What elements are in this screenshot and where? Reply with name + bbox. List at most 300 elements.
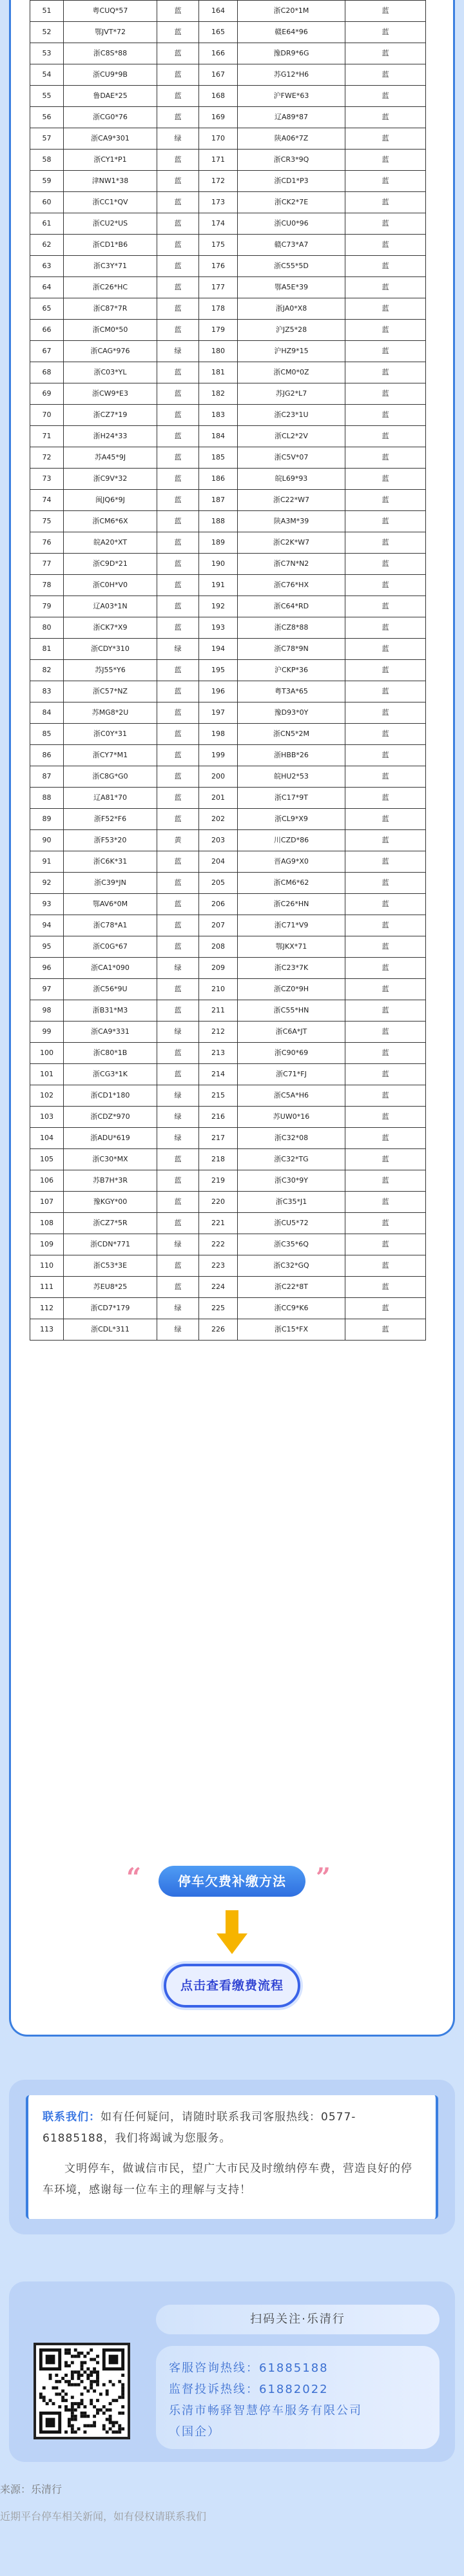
table-row bbox=[30, 575, 426, 596]
table-cell: 171 bbox=[199, 150, 238, 171]
table-cell: 蓝 bbox=[345, 596, 426, 617]
table-row bbox=[30, 383, 426, 405]
table-cell: 蓝 bbox=[345, 766, 426, 788]
table-cell: 蓝 bbox=[157, 320, 199, 341]
table-cell: 浙C57*NZ bbox=[64, 681, 157, 702]
table-cell: 蓝 bbox=[157, 298, 199, 320]
table-cell: 203 bbox=[199, 830, 238, 851]
table-cell: 浙C39*JN bbox=[64, 873, 157, 894]
table-cell: 蓝 bbox=[345, 745, 426, 766]
table-cell: 蓝 bbox=[345, 617, 426, 639]
table-row bbox=[30, 192, 426, 213]
table-cell: 浙C32*08 bbox=[238, 1128, 345, 1149]
table-cell: 浙CDY*310 bbox=[64, 639, 157, 660]
table-cell: 蓝 bbox=[157, 788, 199, 809]
table-cell: 102 bbox=[30, 1085, 64, 1107]
table-cell: 浙CAG*976 bbox=[64, 341, 157, 362]
table-cell: 浙C35*J1 bbox=[238, 1192, 345, 1213]
table-cell: 113 bbox=[30, 1319, 64, 1341]
table-cell: 浙C87*7R bbox=[64, 298, 157, 320]
table-cell: 174 bbox=[199, 213, 238, 235]
table-cell: 鲁DAE*25 bbox=[64, 86, 157, 107]
table-cell: 蓝 bbox=[345, 235, 426, 256]
table-cell: 75 bbox=[30, 511, 64, 532]
table-cell: 浙CA9*331 bbox=[64, 1022, 157, 1043]
table-cell: 浙C30*MX bbox=[64, 1149, 157, 1170]
table-cell: 鄂A5E*39 bbox=[238, 277, 345, 298]
table-cell: 蓝 bbox=[345, 383, 426, 405]
table-cell: 蓝 bbox=[345, 1277, 426, 1298]
table-cell: 浙ADU*619 bbox=[64, 1128, 157, 1149]
table-cell: 浙CN5*2M bbox=[238, 724, 345, 745]
table-cell: 蓝 bbox=[157, 1213, 199, 1234]
open-quote-mark: “ bbox=[126, 1863, 142, 1893]
table-cell: 浙C32*GQ bbox=[238, 1255, 345, 1277]
table-cell: 浙C23*1U bbox=[238, 405, 345, 426]
table-cell: 222 bbox=[199, 1234, 238, 1255]
table-cell: 69 bbox=[30, 383, 64, 405]
table-cell: 浙CDZ*970 bbox=[64, 1107, 157, 1128]
table-cell: 蓝 bbox=[157, 894, 199, 915]
table-cell: 206 bbox=[199, 894, 238, 915]
table-cell: 蓝 bbox=[157, 1064, 199, 1085]
table-row bbox=[30, 1128, 426, 1149]
table-row bbox=[30, 277, 426, 298]
table-cell: 豫DR9*6G bbox=[238, 43, 345, 64]
table-row bbox=[30, 1, 426, 22]
table-cell: 浙C90*69 bbox=[238, 1043, 345, 1064]
table-cell: 76 bbox=[30, 532, 64, 554]
source-text: 来源：乐清行 bbox=[0, 2483, 63, 2495]
table-cell: 浙CG3*1K bbox=[64, 1064, 157, 1085]
table-cell: 蓝 bbox=[157, 405, 199, 426]
table-cell: 苏UW0*16 bbox=[238, 1107, 345, 1128]
table-row bbox=[30, 128, 426, 150]
table-cell: 103 bbox=[30, 1107, 64, 1128]
table-cell: 198 bbox=[199, 724, 238, 745]
table-cell: 蓝 bbox=[157, 724, 199, 745]
table-cell: 浙C3Y*71 bbox=[64, 256, 157, 277]
table-cell: 蓝 bbox=[345, 86, 426, 107]
table-cell: 浙C64*RD bbox=[238, 596, 345, 617]
table-cell: 浙C26*HC bbox=[64, 277, 157, 298]
table-cell: 浙C80*1B bbox=[64, 1043, 157, 1064]
table-row bbox=[30, 979, 426, 1000]
table-cell: 蓝 bbox=[345, 1234, 426, 1255]
table-cell: 蓝 bbox=[157, 256, 199, 277]
table-cell: 蓝 bbox=[345, 213, 426, 235]
table-cell: 浙C20*1M bbox=[238, 1, 345, 22]
table-cell: 绿 bbox=[157, 341, 199, 362]
table-cell: 224 bbox=[199, 1277, 238, 1298]
complaint-text: 监督投诉热线：61882022 bbox=[169, 2383, 329, 2396]
table-cell: 81 bbox=[30, 639, 64, 660]
table-cell: 蓝 bbox=[157, 702, 199, 724]
table-cell: 蓝 bbox=[157, 192, 199, 213]
table-cell: 89 bbox=[30, 809, 64, 830]
table-cell: 苏MG8*2U bbox=[64, 702, 157, 724]
table-cell: 70 bbox=[30, 405, 64, 426]
table-row bbox=[30, 766, 426, 788]
table-cell: 90 bbox=[30, 830, 64, 851]
table-row bbox=[30, 1149, 426, 1170]
table-cell: 168 bbox=[199, 86, 238, 107]
table-row bbox=[30, 958, 426, 979]
table-cell: 蓝 bbox=[157, 617, 199, 639]
table-cell: 浙C55*HN bbox=[238, 1000, 345, 1022]
table-cell: 61 bbox=[30, 213, 64, 235]
table-cell: 浙H24*33 bbox=[64, 426, 157, 447]
table-cell: 蓝 bbox=[157, 1277, 199, 1298]
table-cell: 189 bbox=[199, 532, 238, 554]
table-cell: 蓝 bbox=[157, 171, 199, 192]
table-row bbox=[30, 596, 426, 617]
table-cell: 蓝 bbox=[157, 277, 199, 298]
table-cell: 绿 bbox=[157, 1128, 199, 1149]
table-cell: 豫D93*0Y bbox=[238, 702, 345, 724]
table-cell: 186 bbox=[199, 469, 238, 490]
table-cell: 212 bbox=[199, 1022, 238, 1043]
table-cell: 浙C8S*88 bbox=[64, 43, 157, 64]
table-cell: 52 bbox=[30, 22, 64, 43]
table-cell: 蓝 bbox=[345, 171, 426, 192]
table-row bbox=[30, 320, 426, 341]
table-cell: 绿 bbox=[157, 1234, 199, 1255]
table-cell: 91 bbox=[30, 851, 64, 873]
table-row bbox=[30, 681, 426, 702]
table-cell: 101 bbox=[30, 1064, 64, 1085]
table-cell: 蓝 bbox=[345, 809, 426, 830]
table-cell: 浙C8G*G0 bbox=[64, 766, 157, 788]
table-cell: 51 bbox=[30, 1, 64, 22]
table-cell: 浙CZ7*19 bbox=[64, 405, 157, 426]
table-cell: 浙CM0*50 bbox=[64, 320, 157, 341]
table-row bbox=[30, 1319, 426, 1341]
table-cell: 浙B31*M3 bbox=[64, 1000, 157, 1022]
table-cell: 79 bbox=[30, 596, 64, 617]
table-cell: 蓝 bbox=[157, 681, 199, 702]
table-cell: 蓝 bbox=[157, 86, 199, 107]
table-cell: 57 bbox=[30, 128, 64, 150]
table-cell: 蓝 bbox=[157, 575, 199, 596]
table-cell: 59 bbox=[30, 171, 64, 192]
table-cell: 108 bbox=[30, 1213, 64, 1234]
table-row bbox=[30, 830, 426, 851]
table-cell: 浙C30*9Y bbox=[238, 1170, 345, 1192]
table-cell: 浙C71*FJ bbox=[238, 1064, 345, 1085]
table-cell: 浙C78*A1 bbox=[64, 915, 157, 936]
table-row bbox=[30, 788, 426, 809]
table-cell: 蓝 bbox=[157, 809, 199, 830]
table-cell: 浙C0G*67 bbox=[64, 936, 157, 958]
table-cell: 185 bbox=[199, 447, 238, 469]
table-cell: 112 bbox=[30, 1298, 64, 1319]
table-cell: 216 bbox=[199, 1107, 238, 1128]
table-cell: 87 bbox=[30, 766, 64, 788]
table-cell: 浙C5A*H6 bbox=[238, 1085, 345, 1107]
table-cell: 170 bbox=[199, 128, 238, 150]
table-cell: 浙C35*6Q bbox=[238, 1234, 345, 1255]
table-cell: 豫KGY*00 bbox=[64, 1192, 157, 1213]
table-cell: 蓝 bbox=[157, 22, 199, 43]
table-cell: 浙C9D*21 bbox=[64, 554, 157, 575]
table-cell: 苏J55*Y6 bbox=[64, 660, 157, 681]
table-cell: 浙C2K*W7 bbox=[238, 532, 345, 554]
table-cell: 蓝 bbox=[157, 745, 199, 766]
table-cell: 111 bbox=[30, 1277, 64, 1298]
table-cell: 浙HBB*26 bbox=[238, 745, 345, 766]
table-cell: 205 bbox=[199, 873, 238, 894]
table-row bbox=[30, 745, 426, 766]
more-news-text[interactable]: 近期平台停车相关新闻，如有侵权请联系我们 bbox=[0, 2510, 207, 2523]
table-cell: 浙F53*20 bbox=[64, 830, 157, 851]
table-cell: 蓝 bbox=[345, 702, 426, 724]
table-row bbox=[30, 1234, 426, 1255]
table-cell: 蓝 bbox=[345, 320, 426, 341]
table-cell: 陕A06*7Z bbox=[238, 128, 345, 150]
table-cell: 浙CD1*180 bbox=[64, 1085, 157, 1107]
contact-section bbox=[9, 2080, 455, 2234]
contact-label: 联系我们： bbox=[43, 2111, 101, 2124]
table-row bbox=[30, 809, 426, 830]
table-cell: 58 bbox=[30, 150, 64, 171]
table-cell: 210 bbox=[199, 979, 238, 1000]
table-cell: 蓝 bbox=[157, 213, 199, 235]
table-cell: 绿 bbox=[157, 1085, 199, 1107]
table-row bbox=[30, 1170, 426, 1192]
table-cell: 178 bbox=[199, 298, 238, 320]
table-cell: 蓝 bbox=[157, 1000, 199, 1022]
table-cell: 浙C56*9U bbox=[64, 979, 157, 1000]
table-cell: 176 bbox=[199, 256, 238, 277]
table-cell: 蓝 bbox=[345, 341, 426, 362]
table-cell: 蓝 bbox=[345, 1043, 426, 1064]
table-cell: 225 bbox=[199, 1298, 238, 1319]
table-cell: 82 bbox=[30, 660, 64, 681]
table-cell: 208 bbox=[199, 936, 238, 958]
table-cell: 浙CZ0*9H bbox=[238, 979, 345, 1000]
table-cell: 辽A89*87 bbox=[238, 107, 345, 128]
table-cell: 蓝 bbox=[157, 1170, 199, 1192]
table-cell: 浙CM0*0Z bbox=[238, 362, 345, 383]
table-cell: 195 bbox=[199, 660, 238, 681]
table-row bbox=[30, 532, 426, 554]
close-quote-mark: ” bbox=[316, 1863, 331, 1893]
table-cell: 188 bbox=[199, 511, 238, 532]
table-cell: 蓝 bbox=[345, 1255, 426, 1277]
table-cell: 蓝 bbox=[345, 1022, 426, 1043]
qr-code-icon bbox=[34, 2343, 130, 2439]
table-cell: 56 bbox=[30, 107, 64, 128]
table-row bbox=[30, 256, 426, 277]
table-cell: 100 bbox=[30, 1043, 64, 1064]
table-cell: 蓝 bbox=[157, 936, 199, 958]
hotline-text: 客服咨询热线：61885188 bbox=[169, 2361, 329, 2375]
table-cell: 浙CU9*9B bbox=[64, 64, 157, 86]
table-cell: 190 bbox=[199, 554, 238, 575]
table-cell: 167 bbox=[199, 64, 238, 86]
table-cell: 217 bbox=[199, 1128, 238, 1149]
table-row bbox=[30, 362, 426, 383]
table-cell: 93 bbox=[30, 894, 64, 915]
table-cell: 浙CZ7*5R bbox=[64, 1213, 157, 1234]
table-cell: 214 bbox=[199, 1064, 238, 1085]
table-cell: 蓝 bbox=[345, 660, 426, 681]
table-cell: 蓝 bbox=[345, 639, 426, 660]
table-cell: 67 bbox=[30, 341, 64, 362]
table-cell: 221 bbox=[199, 1213, 238, 1234]
table-cell: 皖HU2*53 bbox=[238, 766, 345, 788]
table-cell: 97 bbox=[30, 979, 64, 1000]
table-cell: 皖A20*XT bbox=[64, 532, 157, 554]
table-cell: 蓝 bbox=[345, 426, 426, 447]
table-row bbox=[30, 213, 426, 235]
table-cell: 浙CD7*179 bbox=[64, 1298, 157, 1319]
table-row bbox=[30, 554, 426, 575]
table-cell: 83 bbox=[30, 681, 64, 702]
table-cell: 浙C0H*V0 bbox=[64, 575, 157, 596]
table-row bbox=[30, 1277, 426, 1298]
table-cell: 蓝 bbox=[345, 724, 426, 745]
table-cell: 蓝 bbox=[157, 660, 199, 681]
table-cell: 194 bbox=[199, 639, 238, 660]
table-cell: 蓝 bbox=[345, 511, 426, 532]
table-cell: 浙C78*9N bbox=[238, 639, 345, 660]
table-cell: 苏JG2*L7 bbox=[238, 383, 345, 405]
table-cell: 191 bbox=[199, 575, 238, 596]
table-cell: 浙CA1*090 bbox=[64, 958, 157, 979]
table-cell: 蓝 bbox=[345, 469, 426, 490]
table-row bbox=[30, 1064, 426, 1085]
table-cell: 74 bbox=[30, 490, 64, 511]
table-cell: 蓝 bbox=[157, 1192, 199, 1213]
table-cell: 赣E64*96 bbox=[238, 22, 345, 43]
table-cell: 浙F52*F6 bbox=[64, 809, 157, 830]
table-cell: 浙C5V*07 bbox=[238, 447, 345, 469]
table-row bbox=[30, 511, 426, 532]
table-cell: 蓝 bbox=[345, 277, 426, 298]
table-cell: 浙CU0*96 bbox=[238, 213, 345, 235]
table-cell: 66 bbox=[30, 320, 64, 341]
table-cell: 187 bbox=[199, 490, 238, 511]
table-cell: 92 bbox=[30, 873, 64, 894]
table-cell: 219 bbox=[199, 1170, 238, 1192]
table-row bbox=[30, 43, 426, 64]
table-cell: 蓝 bbox=[157, 64, 199, 86]
table-cell: 84 bbox=[30, 702, 64, 724]
table-cell: 浙CK2*7E bbox=[238, 192, 345, 213]
table-cell: 蓝 bbox=[345, 405, 426, 426]
table-cell: 粤CUQ*57 bbox=[64, 1, 157, 22]
table-cell: 浙CU5*72 bbox=[238, 1213, 345, 1234]
table-cell: 蓝 bbox=[345, 362, 426, 383]
table-row bbox=[30, 22, 426, 43]
table-cell: 津NW1*38 bbox=[64, 171, 157, 192]
table-cell: 172 bbox=[199, 171, 238, 192]
table-row bbox=[30, 639, 426, 660]
table-row bbox=[30, 107, 426, 128]
table-cell: 浙C03*YL bbox=[64, 362, 157, 383]
table-row bbox=[30, 915, 426, 936]
table-cell: 赣C73*A7 bbox=[238, 235, 345, 256]
table-cell: 65 bbox=[30, 298, 64, 320]
table-cell: 蓝 bbox=[345, 979, 426, 1000]
table-cell: 浙CM6*6X bbox=[64, 511, 157, 532]
table-cell: 71 bbox=[30, 426, 64, 447]
contact-text-box bbox=[26, 2095, 438, 2219]
contact-line-2: 文明停车，做诚信市民，望广大市民及时缴纳停车费，营造良好的停车环境，感谢每一位车主的理解与支持！ bbox=[43, 2162, 412, 2196]
table-cell: 蓝 bbox=[157, 43, 199, 64]
table-cell: 蓝 bbox=[345, 681, 426, 702]
table-cell: 蓝 bbox=[157, 1043, 199, 1064]
table-cell: 浙CG0*76 bbox=[64, 107, 157, 128]
table-cell: 蓝 bbox=[345, 150, 426, 171]
table-row bbox=[30, 873, 426, 894]
table-cell: 绿 bbox=[157, 1298, 199, 1319]
table-cell: 蓝 bbox=[345, 1170, 426, 1192]
table-cell: 202 bbox=[199, 809, 238, 830]
table-cell: 浙C9V*32 bbox=[64, 469, 157, 490]
table-row bbox=[30, 1298, 426, 1319]
table-cell: 浙C22*8T bbox=[238, 1277, 345, 1298]
table-cell: 96 bbox=[30, 958, 64, 979]
table-cell: 77 bbox=[30, 554, 64, 575]
table-cell: 蓝 bbox=[157, 362, 199, 383]
table-cell: 蓝 bbox=[345, 1107, 426, 1128]
table-cell: 浙CDN*771 bbox=[64, 1234, 157, 1255]
table-cell: 220 bbox=[199, 1192, 238, 1213]
table-cell: 蓝 bbox=[345, 915, 426, 936]
table-row bbox=[30, 1043, 426, 1064]
table-cell: 苏G12*H6 bbox=[238, 64, 345, 86]
table-cell: 63 bbox=[30, 256, 64, 277]
table-cell: 72 bbox=[30, 447, 64, 469]
table-row bbox=[30, 490, 426, 511]
table-cell: 沪JZ5*28 bbox=[238, 320, 345, 341]
table-cell: 105 bbox=[30, 1149, 64, 1170]
table-cell: 浙CM6*62 bbox=[238, 873, 345, 894]
table-cell: 浙C26*HN bbox=[238, 894, 345, 915]
view-payment-process-button[interactable]: 点击查看缴费流程 bbox=[164, 1964, 300, 2008]
table-cell: 204 bbox=[199, 851, 238, 873]
table-cell: 蓝 bbox=[345, 958, 426, 979]
table-row bbox=[30, 1213, 426, 1234]
table-cell: 蓝 bbox=[345, 575, 426, 596]
table-cell: 蓝 bbox=[345, 873, 426, 894]
table-cell: 蓝 bbox=[345, 1319, 426, 1341]
table-cell: 104 bbox=[30, 1128, 64, 1149]
table-cell: 蓝 bbox=[345, 554, 426, 575]
table-cell: 浙CW9*E3 bbox=[64, 383, 157, 405]
table-cell: 60 bbox=[30, 192, 64, 213]
table-cell: 蓝 bbox=[345, 936, 426, 958]
table-cell: 蓝 bbox=[345, 1085, 426, 1107]
section-title-pill: 停车欠费补缴方法 bbox=[159, 1866, 305, 1897]
table-cell: 浙CL9*X9 bbox=[238, 809, 345, 830]
table-cell: 沪FWE*63 bbox=[238, 86, 345, 107]
contact-line-1: 如有任何疑问，请随时联系我司客服热线：0577-61885188，我们将竭诚为您服务。 bbox=[43, 2111, 356, 2145]
table-cell: 川CZD*86 bbox=[238, 830, 345, 851]
table-cell: 浙CDL*311 bbox=[64, 1319, 157, 1341]
table-cell: 蓝 bbox=[157, 596, 199, 617]
table-cell: 80 bbox=[30, 617, 64, 639]
table-cell: 蓝 bbox=[157, 511, 199, 532]
table-row bbox=[30, 660, 426, 681]
table-cell: 蓝 bbox=[345, 298, 426, 320]
table-cell: 浙CC1*QV bbox=[64, 192, 157, 213]
table-cell: 181 bbox=[199, 362, 238, 383]
table-cell: 54 bbox=[30, 64, 64, 86]
